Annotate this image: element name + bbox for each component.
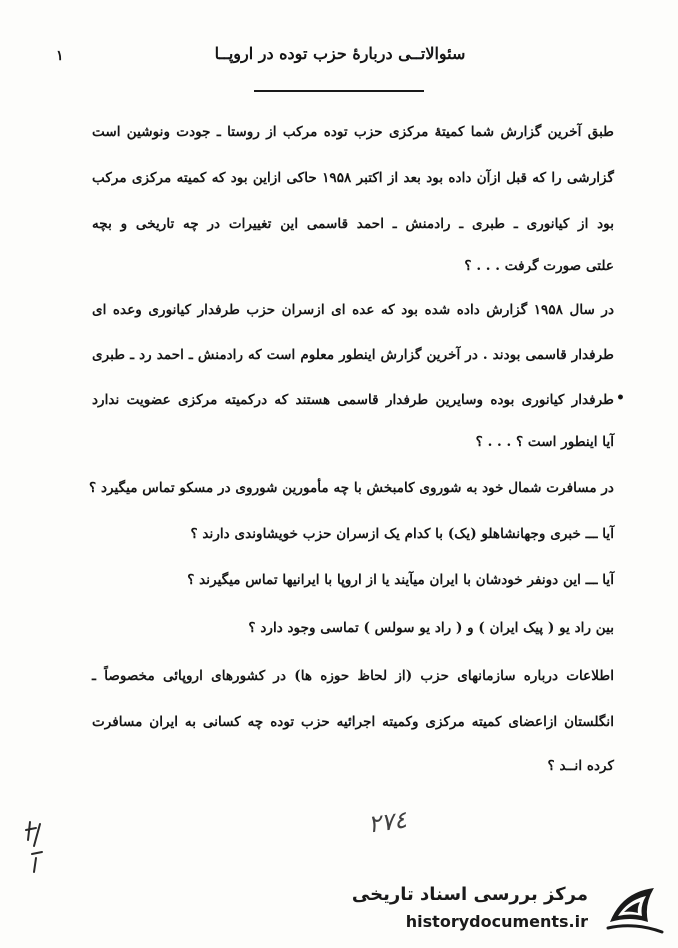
archive-logo-icon <box>604 882 666 940</box>
text-line-4: علتی صورت گرفت . . . ؟ <box>464 258 614 274</box>
text-line-13: اطلاعات درباره سازمانهای حزب (از لحاظ حوزه ها) در کشورهای اروپائی مخصوصاً ـ <box>92 668 614 684</box>
text-line-1: طبق آخرین گزارش شما کمیتهٔ مرکزی حزب توده مرکب از روستا ـ جودت ونوشین است <box>92 124 614 140</box>
title-underline <box>254 90 424 92</box>
margin-scribble-icon <box>22 818 48 876</box>
document-title: سئوالاتــی دربارهٔ حزب توده در اروپــا <box>214 44 466 63</box>
text-line-7: طرفدار کیانوری بوده وسایرین طرفدار قاسمی هستند که درکمیته مرکزی عضویت ندارد <box>92 392 614 408</box>
margin-mark: • <box>616 390 625 406</box>
text-line-5: در سال ۱۹۵۸ گزارش داده شده بود که عده ای ازسران حزب طرفدار کیانوری وعده ای <box>92 302 614 318</box>
text-line-2: گزارشی را که قبل ازآن داده بود بعد از اکتبر ۱۹۵۸ حاکی ازاین بود که کمیته مرکزی مرکب <box>92 170 615 186</box>
watermark-url: historydocuments.ir <box>405 912 588 931</box>
text-line-8: آیا اینطور است ؟ . . . ؟ <box>475 434 614 450</box>
corner-mark: ١ <box>56 48 64 64</box>
archive-watermark <box>351 880 672 942</box>
text-line-10: آیا ـــ خبری وجهانشاهلو (یک) با کدام یک ازسران حزب خویشاوندی دارند ؟ <box>190 526 614 542</box>
watermark-name: مرکز بررسی اسناد تاریخی <box>351 884 588 905</box>
handwritten-page-number: ٢٧٤ <box>366 805 409 839</box>
text-line-6: طرفدار قاسمی بودند . در آخرین گزارش اینطور معلوم است که رادمنش ـ احمد رد ـ طبری <box>92 347 614 363</box>
text-line-15: کرده انــد ؟ <box>547 758 614 774</box>
text-line-14: انگلستان ازاعضای کمیته مرکزی وکمیته اجرائیه حزب توده چه کسانی به ایران مسافرت <box>92 714 614 730</box>
text-line-12: بین راد یو ( پیک ایران ) و ( راد یو سولس ) تماسی وجود دارد ؟ <box>248 620 614 636</box>
text-line-3: بود از کیانوری ـ طبری ـ رادمنش ـ احمد قاسمی این تغییرات در چه تاریخی و بچه <box>92 216 614 232</box>
text-line-9: در مسافرت شمال خود به شوروی کامبخش با چه مأمورین شوروی در مسکو تماس میگیرد ؟ <box>89 480 614 496</box>
text-line-11: آیا ـــ این دونفر خودشان با ایران میآیند یا از اروپا با ایرانیها تماس میگیرند ؟ <box>187 572 614 588</box>
